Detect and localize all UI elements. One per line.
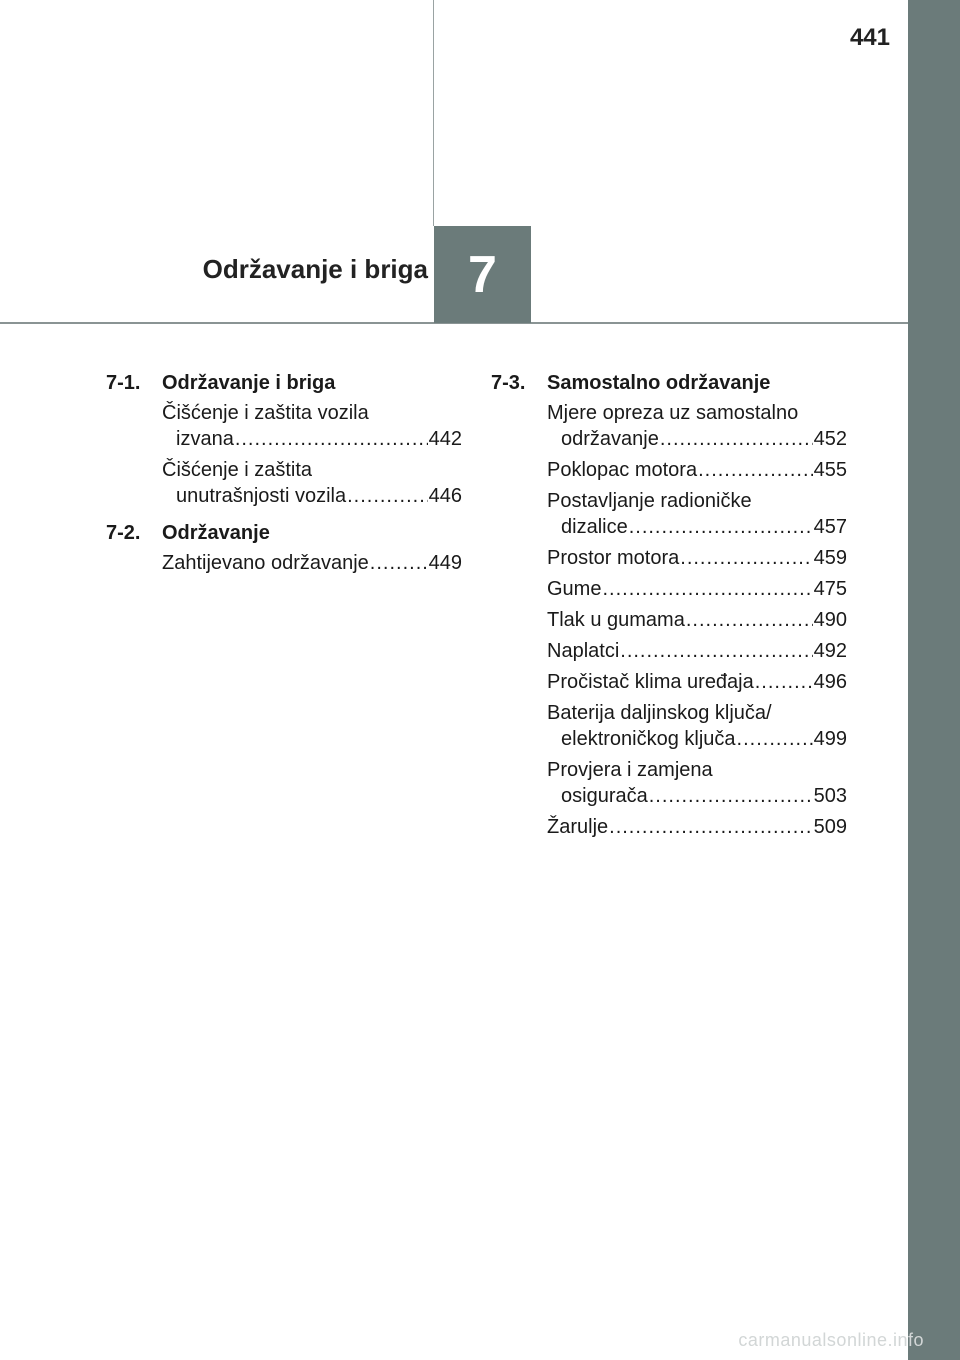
entry-page: 496 bbox=[813, 671, 847, 693]
entry-page: 509 bbox=[813, 816, 847, 838]
toc-entry-line bbox=[162, 550, 462, 576]
entry-title: Žarulje bbox=[547, 816, 609, 838]
entry-title: Zahtijevano održavanje bbox=[162, 552, 369, 574]
chapter-title: Održavanje i briga bbox=[202, 254, 428, 284]
toc-entry-line bbox=[547, 783, 847, 809]
dot-leader bbox=[755, 669, 813, 695]
toc-entry-line bbox=[162, 483, 462, 509]
toc-entry[interactable] bbox=[547, 457, 847, 483]
dot-leader bbox=[347, 483, 428, 509]
toc-entry-line bbox=[547, 514, 847, 540]
toc-entry[interactable] bbox=[162, 457, 462, 509]
entry-title: elektroničkog ključa bbox=[561, 728, 736, 750]
toc-entry-line bbox=[162, 400, 462, 426]
toc-entry[interactable] bbox=[547, 488, 847, 540]
section-title: Održavanje bbox=[162, 522, 270, 544]
toc-left-column bbox=[106, 370, 462, 581]
entry-title: održavanje bbox=[561, 428, 659, 450]
entry-title: Čišćenje i zaštita bbox=[162, 459, 313, 481]
section-title: Samostalno održavanje bbox=[547, 372, 771, 394]
toc-entry[interactable] bbox=[162, 550, 462, 576]
dot-leader bbox=[602, 576, 812, 602]
dot-leader bbox=[235, 426, 428, 452]
side-tab-bar bbox=[908, 0, 960, 1360]
page-number: 441 bbox=[849, 24, 890, 51]
entry-title: Poklopac motora bbox=[547, 459, 698, 481]
entry-page: 457 bbox=[813, 516, 847, 538]
toc-entry[interactable] bbox=[547, 400, 847, 452]
toc-entry-line bbox=[547, 488, 847, 514]
entry-title: Gume bbox=[547, 578, 602, 600]
section-number: 7-1. bbox=[106, 372, 141, 394]
dot-leader bbox=[698, 457, 813, 483]
dot-leader bbox=[620, 638, 812, 664]
watermark: carmanualsonline.info bbox=[738, 1330, 924, 1350]
entry-title: Prostor motora bbox=[547, 547, 680, 569]
toc-entry-line bbox=[547, 426, 847, 452]
section-number: 7-2. bbox=[106, 522, 141, 544]
toc-entry[interactable] bbox=[547, 545, 847, 571]
entry-title: izvana bbox=[176, 428, 234, 450]
entry-title: Postavljanje radioničke bbox=[547, 490, 752, 512]
toc-right-column bbox=[491, 370, 847, 845]
entry-title: Naplatci bbox=[547, 640, 620, 662]
entry-title: osigurača bbox=[561, 785, 648, 807]
toc-entry[interactable] bbox=[162, 400, 462, 452]
entry-page: 442 bbox=[428, 428, 462, 450]
section-title: Održavanje i briga bbox=[162, 372, 336, 394]
dot-leader bbox=[649, 783, 813, 809]
toc-entry-line bbox=[547, 457, 847, 483]
toc-section-header[interactable] bbox=[106, 520, 462, 546]
section-number: 7-3. bbox=[491, 372, 526, 394]
toc-entry[interactable] bbox=[547, 669, 847, 695]
entry-title: Baterija daljinskog ključa/ bbox=[547, 702, 772, 724]
toc-entry-line bbox=[547, 726, 847, 752]
toc-entry-line bbox=[547, 576, 847, 602]
toc-section-header[interactable] bbox=[106, 370, 462, 396]
entry-page: 455 bbox=[813, 459, 847, 481]
toc-entry-line bbox=[547, 757, 847, 783]
entry-page: 459 bbox=[813, 547, 847, 569]
entry-title: Pročistač klima uređaja bbox=[547, 671, 754, 693]
toc-entry-line bbox=[547, 607, 847, 633]
toc-entry[interactable] bbox=[547, 607, 847, 633]
dot-leader bbox=[660, 426, 813, 452]
entry-page: 503 bbox=[813, 785, 847, 807]
header-vertical-divider bbox=[433, 0, 434, 226]
dot-leader bbox=[737, 726, 813, 752]
entry-page: 449 bbox=[428, 552, 462, 574]
chapter-number: 7 bbox=[468, 245, 497, 304]
entry-title: dizalice bbox=[561, 516, 628, 538]
toc-entry-line bbox=[547, 545, 847, 571]
toc-entry[interactable] bbox=[547, 700, 847, 752]
dot-leader bbox=[680, 545, 812, 571]
entry-page: 492 bbox=[813, 640, 847, 662]
dot-leader bbox=[609, 814, 812, 840]
toc-entry-line bbox=[547, 669, 847, 695]
toc-entry-line bbox=[162, 426, 462, 452]
chapter-number-box bbox=[434, 226, 531, 323]
entry-page: 446 bbox=[428, 485, 462, 507]
toc-entry[interactable] bbox=[547, 757, 847, 809]
toc-entry-line bbox=[547, 638, 847, 664]
toc-entry-line bbox=[547, 700, 847, 726]
dot-leader bbox=[370, 550, 428, 576]
toc-entry[interactable] bbox=[547, 814, 847, 840]
entry-title: Mjere opreza uz samostalno bbox=[547, 402, 799, 424]
entry-page: 452 bbox=[813, 428, 847, 450]
entry-page: 499 bbox=[813, 728, 847, 750]
toc-entry[interactable] bbox=[547, 638, 847, 664]
entry-page: 490 bbox=[813, 609, 847, 631]
entry-title: Tlak u gumama bbox=[547, 609, 685, 631]
dot-leader bbox=[686, 607, 813, 633]
dot-leader bbox=[629, 514, 813, 540]
toc-entry[interactable] bbox=[547, 576, 847, 602]
toc-entry-line bbox=[162, 457, 462, 483]
entry-title: Provjera i zamjena bbox=[547, 759, 713, 781]
entry-page: 475 bbox=[813, 578, 847, 600]
toc-entry-line bbox=[547, 814, 847, 840]
entry-title: Čišćenje i zaštita vozila bbox=[162, 402, 369, 424]
toc-section-header[interactable] bbox=[491, 370, 847, 396]
toc-entry-line bbox=[547, 400, 847, 426]
entry-title: unutrašnjosti vozila bbox=[176, 485, 347, 507]
